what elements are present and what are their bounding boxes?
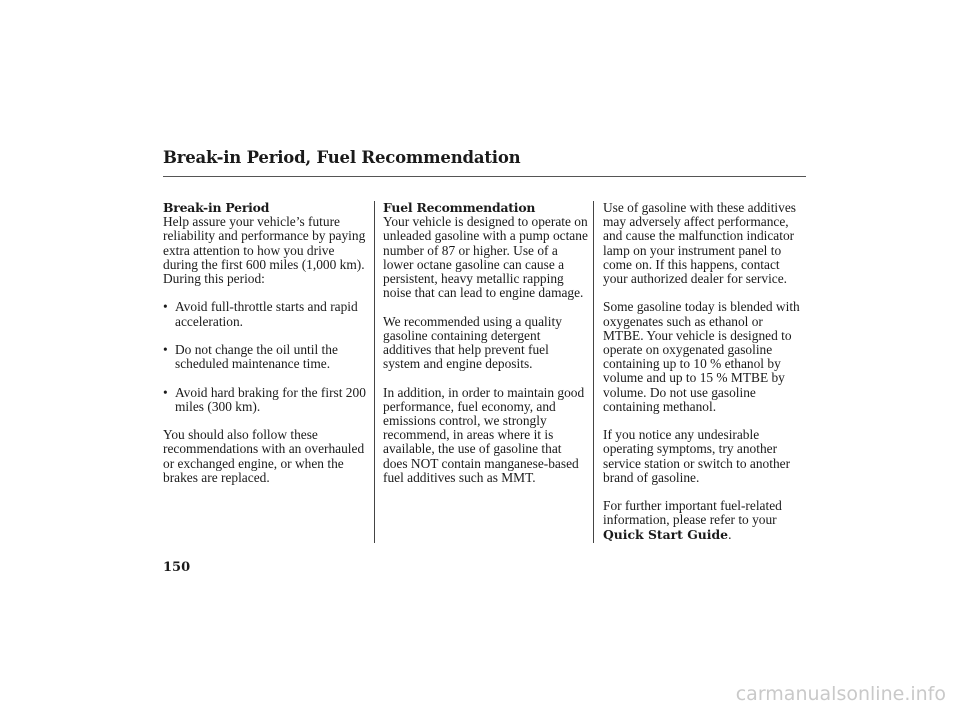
fuel-column — [383, 201, 588, 499]
bullet-icon: • — [163, 384, 168, 400]
additives-paragraph: If you notice any undesirable operating symptoms, try another service station or switch to another brand of gasoline. — [603, 427, 791, 485]
fuel-heading: Fuel Recommendation — [383, 200, 536, 215]
bullet-icon: • — [163, 342, 168, 357]
bullet-text: Avoid full-throttle starts and rapid acceleration. — [175, 299, 358, 329]
closing-text: For further important fuel-related information, please refer to your — [603, 498, 782, 528]
fuel-paragraph: We recommended using a quality gasoline containing detergent additives that help prevent fuel system and engine deposits. — [383, 313, 562, 372]
fuel-paragraph: Your vehicle is designed to operate on unleaded gasoline with a pump octane number of 87 or higher. Use of a lower octane gasoline can cause a persistent, heavy metallic rapping noise that can lead to engine damage. — [383, 214, 588, 301]
additives-closing — [603, 499, 803, 542]
bullet-text: Avoid hard braking for the first 200 miles (300 km). — [175, 384, 366, 414]
list-item — [163, 300, 371, 328]
break-in-bullet-list — [163, 300, 371, 414]
additives-paragraph: Use of gasoline with these additives may adversely affect performance, and cause the malfunction indicator lamp on your instrument panel to come on. If this happens, contact your authorized dealer for service. — [603, 200, 797, 287]
quick-start-guide-reference: Quick Start Guide — [603, 526, 729, 542]
column-divider — [593, 201, 594, 543]
additives-column — [603, 201, 803, 556]
list-item — [163, 343, 371, 371]
break-in-outro: You should also follow these recommendations with an overhauled or exchanged engine, or when the brakes are replaced. — [163, 427, 365, 485]
fuel-paragraph: In addition, in order to maintain good performance, fuel economy, and emissions control, we strongly recommend, in areas where it is available, the use of gasoline that does NOT contain manganese-based fuel additives such as MMT. — [383, 384, 585, 485]
closing-period: . — [728, 526, 732, 542]
page-number: 150 — [163, 560, 191, 575]
break-in-heading: Break-in Period — [163, 200, 270, 215]
title-rule — [163, 176, 806, 177]
break-in-intro: Help assure your vehicle’s future reliability and performance by paying extra attention to how you drive during the first 600 miles (1,000 km). During this period: — [163, 214, 366, 287]
break-in-column — [163, 201, 371, 499]
watermark: carmanualsonline.info — [735, 683, 946, 705]
list-item — [163, 386, 371, 414]
column-divider — [374, 201, 375, 543]
additives-paragraph: Some gasoline today is blended with oxygenates such as ethanol or MTBE. Your vehicle is designed to operate on oxygenated gasoline containing up to 10 % ethanol by volume and up to 15 % MTBE by volume. Do not use gasoline containing methanol. — [603, 299, 800, 414]
bullet-icon: • — [163, 299, 168, 315]
page-title: Break-in Period, Fuel Recommendation — [163, 148, 521, 167]
bullet-text: Do not change the oil until the scheduled maintenance time. — [175, 342, 338, 372]
